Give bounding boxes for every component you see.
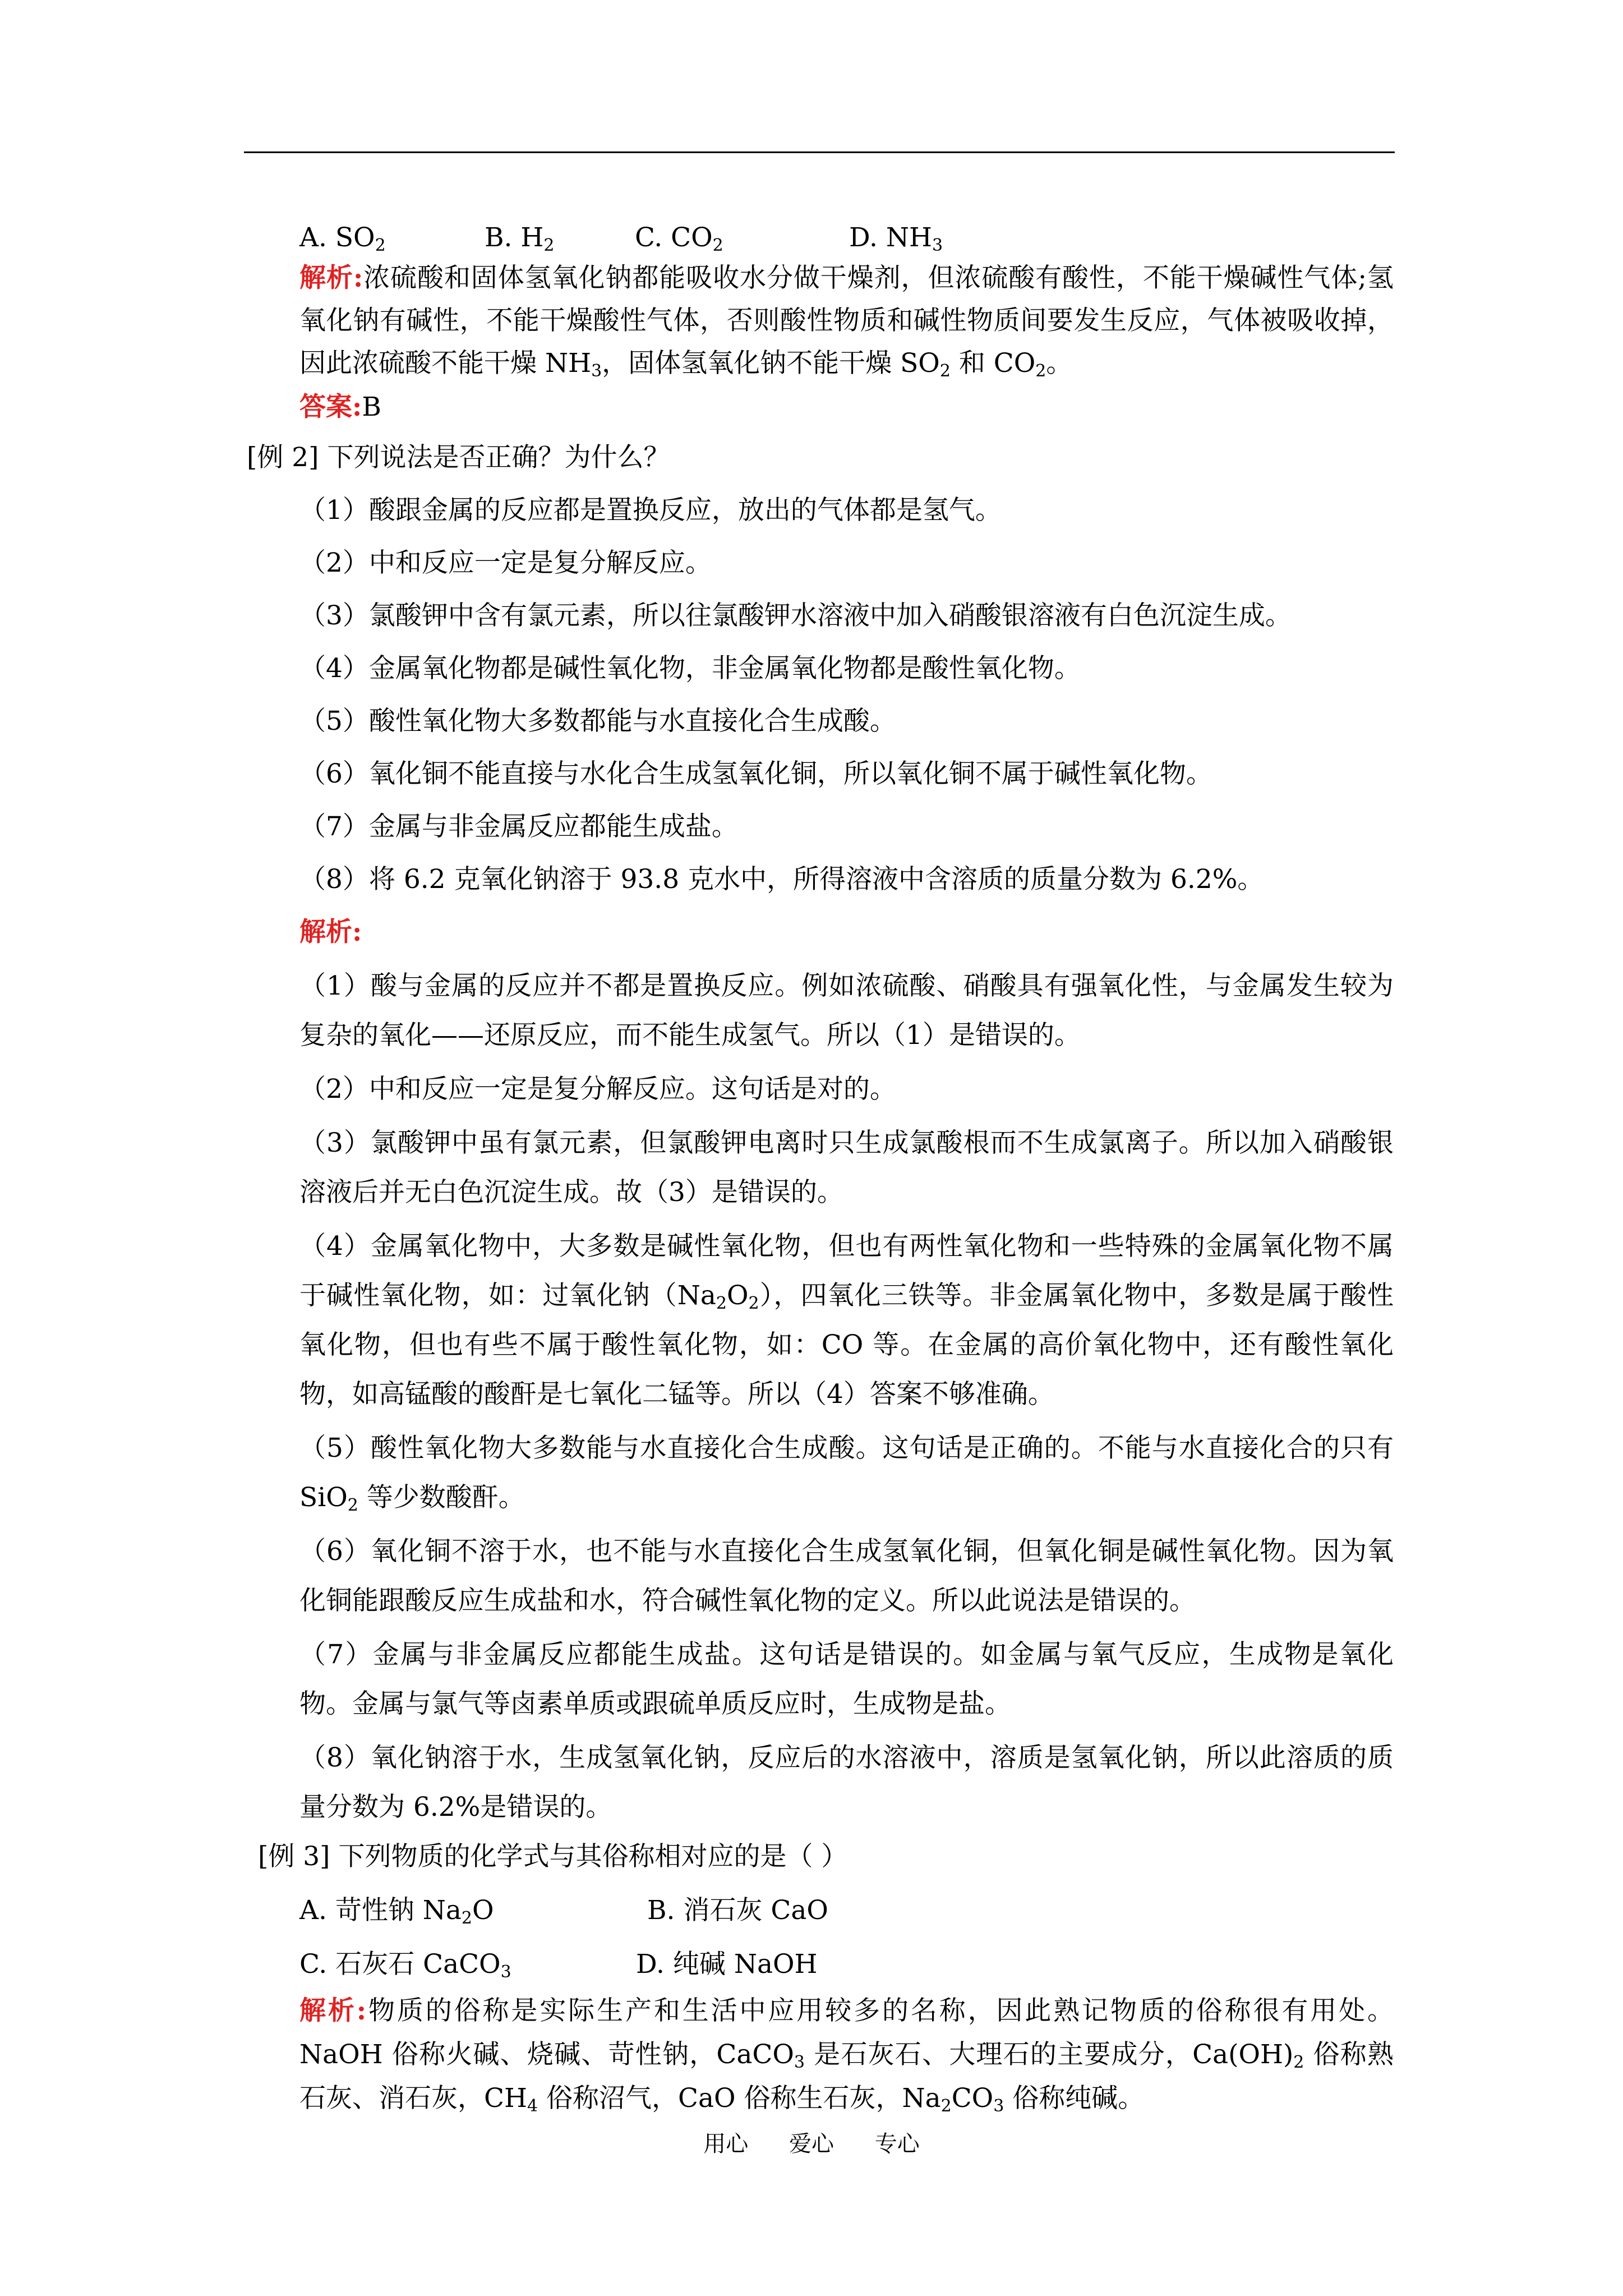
q3-options-row-1: [247, 1886, 1394, 1935]
q1-answer-label: 答案:: [299, 392, 362, 422]
document-body: [247, 213, 1394, 2120]
q2-analysis-7: （7）金属与非金属反应都能生成盐。这句话是错误的。如金属与氧气反应，生成物是氧化物。金属与氯气等卤素单质或跟硫单质反应时，生成物是盐。: [299, 1639, 1394, 1719]
q2-item-2: （2）中和反应一定是复分解反应。: [299, 547, 712, 578]
q2-item-7: （7）金属与非金属反应都能生成盐。: [299, 811, 738, 842]
q2-analysis-8: （8）氧化钠溶于水，生成氢氧化钠，反应后的水溶液中，溶质是氢氧化钠，所以此溶质的质量分数为 6.2%是错误的。: [299, 1742, 1394, 1823]
q1-analysis-label: 解析:: [299, 263, 363, 293]
footer-word-3: 专心: [874, 2131, 920, 2157]
q1-answer: [247, 385, 1394, 430]
q2-item-5: （5）酸性氧化物大多数都能与水直接化合生成酸。: [299, 706, 896, 737]
q3-title: [例 3] 下列物质的化学式与其俗称相对应的是（ ）: [258, 1841, 848, 1872]
header-rule: [244, 151, 1395, 153]
footer-word-1: 用心: [703, 2131, 749, 2157]
q2-analysis-2: （2）中和反应一定是复分解反应。这句话是对的。: [299, 1074, 896, 1105]
q2-title: [例 2] 下列说法是否正确？为什么？: [247, 442, 670, 473]
q1-answer-value: B: [362, 392, 381, 422]
q1-option-a: A. $SO_2$: [299, 222, 386, 255]
q3-option-a: A. 苛性钠 $Na_2O$: [299, 1895, 494, 1928]
q2-item-4: （4）金属氧化物都是碱性氧化物，非金属氧化物都是酸性氧化物。: [299, 653, 1081, 684]
q2-item-3: （3）氯酸钾中含有氯元素，所以往氯酸钾水溶液中加入硝酸银溶液有白色沉淀生成。: [299, 600, 1292, 631]
q2-item-8: （8）将 6.2 克氧化钠溶于 93.8 克水中，所得溶液中含溶质的质量分数为 6.2%。: [299, 864, 1264, 895]
q1-options: [247, 213, 1394, 263]
q3-option-d: D. 纯碱 NaOH: [636, 1949, 818, 1980]
q2-analysis-3: （3）氯酸钾中虽有氯元素，但氯酸钾电离时只生成氯酸根而不生成氯离子。所以加入硝酸银溶液后并无白色沉淀生成。故（3）是错误的。: [299, 1128, 1394, 1208]
q3-analysis: 解析:物质的俗称是实际生产和生活中应用较多的名称，因此熟记物质的俗称很有用处。NaOH 俗称火碱、烧碱、苛性钠，CaCO$_3$ 是石灰石、大理石的主要成分，$Ca(OH)_2$ 俗称熟石灰、消石灰，$CH_4$ 俗称沼气，CaO 俗称生石灰，$Na_2CO_3$ 俗称纯碱。: [299, 1995, 1394, 2116]
q2-analysis-label: 解析:: [299, 917, 362, 947]
q2-item-1: （1）酸跟金属的反应都是置换反应，放出的气体都是氢气。: [299, 495, 1002, 526]
q1-analysis: 解析:浓硫酸和固体氢氧化钠都能吸收水分做干燥剂，但浓硫酸有酸性，不能干燥碱性气体;氢氧化钠有碱性，不能干燥酸性气体，否则酸性物质和碱性物质间要发生反应，气体被吸收掉，因此浓硫酸不能干燥 $NH_3$，固体氢氧化钠不能干燥 $SO_2$ 和 $CO_2$。: [299, 263, 1394, 381]
q1-option-b: B. $H_2$: [485, 222, 555, 255]
page-footer: [0, 2126, 1623, 2158]
q2-analysis-1: （1）酸与金属的反应并不都是置换反应。例如浓硫酸、硝酸具有强氧化性，与金属发生较为复杂的氧化——还原反应，而不能生成氢气。所以（1）是错误的。: [299, 970, 1394, 1051]
q3-option-c: C. 石灰石 CaCO$_3$: [299, 1949, 511, 1982]
q3-options-row-2: [247, 1940, 1394, 1989]
footer-word-2: 爱心: [789, 2131, 834, 2157]
q2-item-6: （6）氧化铜不能直接与水化合生成氢氧化铜，所以氧化铜不属于碱性氧化物。: [299, 758, 1212, 789]
q1-option-c: C. $CO_2$: [635, 222, 723, 255]
q3-analysis-label: 解析:: [299, 1995, 367, 2026]
q3-option-b: B. 消石灰 CaO: [647, 1895, 828, 1926]
q2-analysis-6: （6）氧化铜不溶于水，也不能与水直接化合生成氢氧化铜，但氧化铜是碱性氧化物。因为氧化铜能跟酸反应生成盐和水，符合碱性氧化物的定义。所以此说法是错误的。: [299, 1536, 1394, 1616]
q2-analysis-5: （5）酸性氧化物大多数能与水直接化合生成酸。这句话是正确的。不能与水直接化合的只有 SiO$_2$ 等少数酸酐。: [299, 1433, 1394, 1515]
q2-analysis-4: （4）金属氧化物中，大多数是碱性氧化物，但也有两性氧化物和一些特殊的金属氧化物不属于碱性氧化物，如：过氧化钠$(Na_2O_2)$，四氧化三铁等。非金属氧化物中，多数是属于酸性氧化物，但也有些不属于酸性氧化物，如：CO 等。在金属的高价氧化物中，还有酸性氧化物，如高锰酸的酸酐是七氧化二锰等。所以（4）答案不够准确。: [299, 1231, 1394, 1410]
q1-option-d: D. $NH_3$: [849, 222, 943, 255]
